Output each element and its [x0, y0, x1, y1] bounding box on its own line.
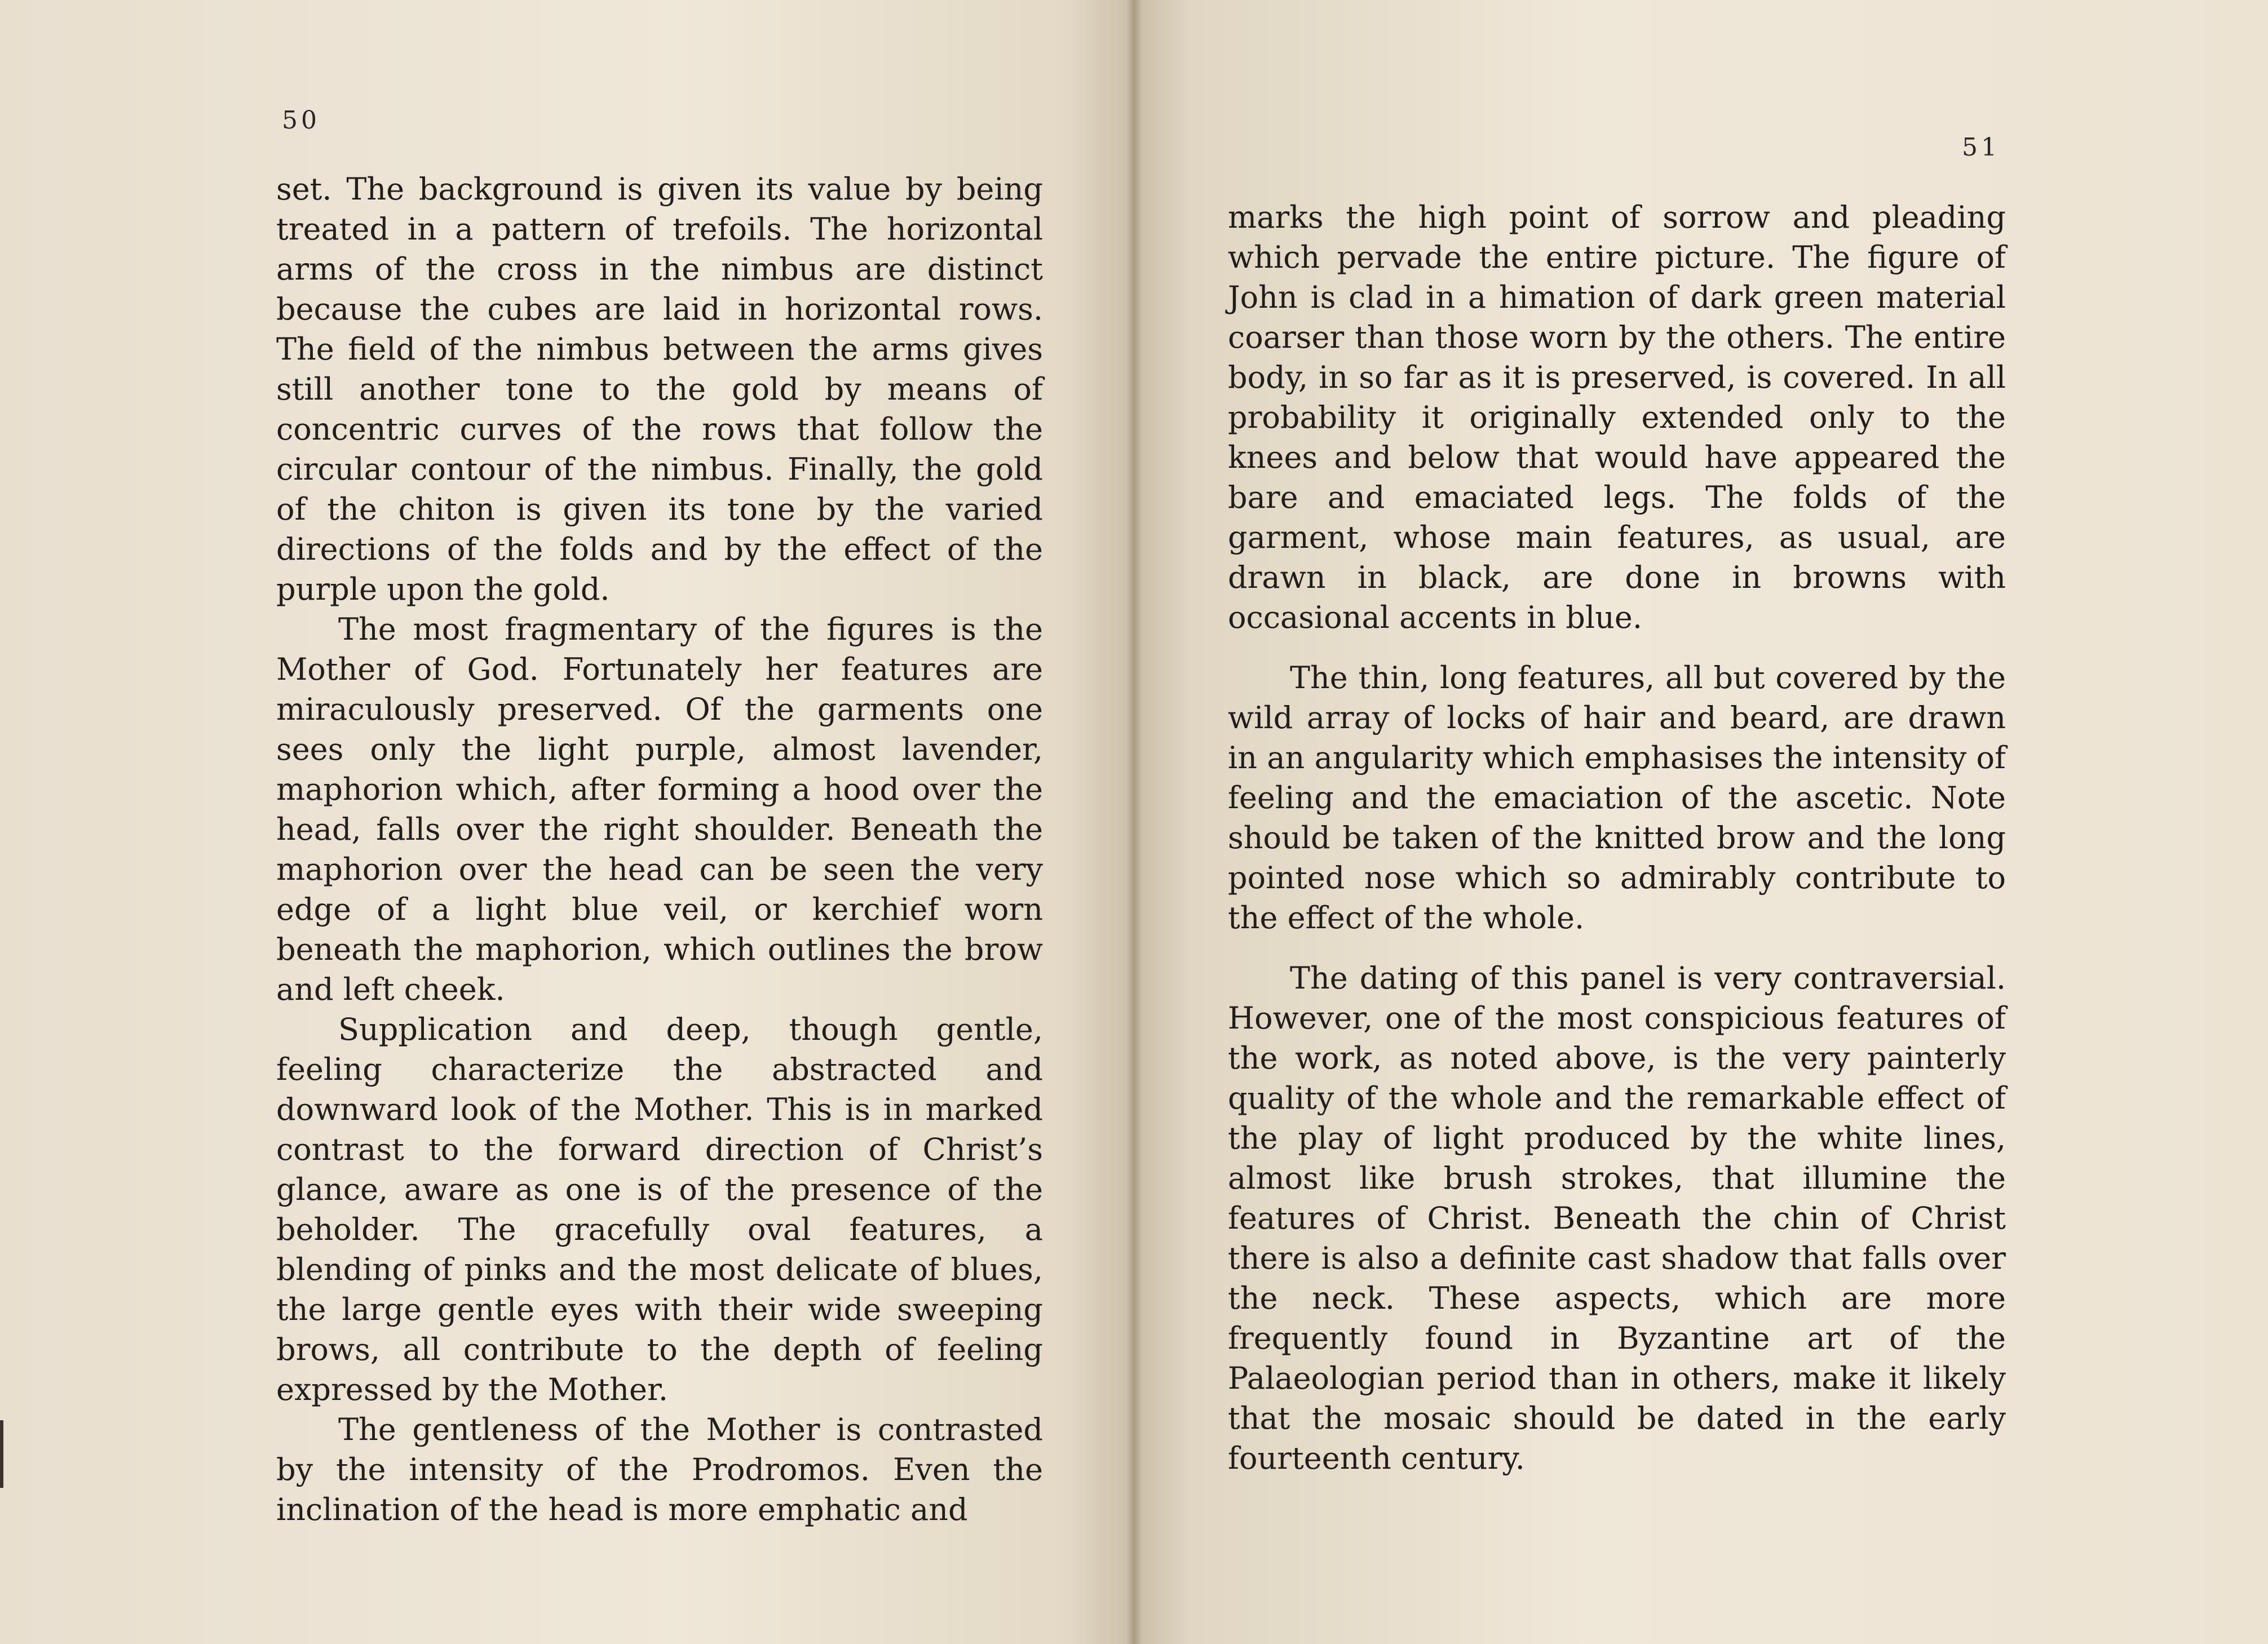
- paragraph: set. The background is given its value by being treated in a pattern of trefoils. The horizontal arms of the cross in the nimbus are distinct because the cubes are laid in horizontal rows. The field of the nimbus between the arms gives still another tone to the gold by means of concentric curves of the rows that follow the circular contour of the nimbus. Finally, the gold of the chiton is given its tone by the varied directions of the folds and by the effect of the purple upon the gold.: [276, 171, 1043, 607]
- right-page-body: [1228, 197, 2006, 1478]
- paragraph: The dating of this panel is very contraversial. However, one of the most conspicious features of the work, as noted above, is the very painterly quality of the whole and the remarkable effect of the play of light produced by the white lines, almost like brush strokes, that illumine the features of Christ. Beneath the chin of Christ there is also a definite cast shadow that falls over the neck. These aspects, which are more frequently found in Byzantine art of the Palaeologian period than in others, make it likely that the mosaic should be dated in the early fourteenth century.: [1228, 960, 2006, 1476]
- page-edge-mark: [0, 1420, 3, 1488]
- page-number-right: 51: [1962, 133, 2000, 162]
- page-number-left: 50: [282, 106, 320, 135]
- book-gutter: [1126, 0, 1142, 1644]
- paragraph: Supplication and deep, though gentle, feeling characterize the abstracted and downward look of the Mother. This is in marked contrast to the forward direction of Christ’s glance, aware as one is of the presence of the beholder. The gracefully oval features, a blending of pinks and the most delicate of blues, the large gentle eyes with their wide sweeping brows, all contribute to the depth of feeling expressed by the Mother.: [276, 1012, 1043, 1407]
- paragraph: The most fragmentary of the figures is the Mother of God. Fortunately her features are miraculously preserved. Of the garments one sees only the light purple, almost lavender, maphorion which, after forming a hood over the head, falls over the right shoulder. Beneath the maphorion over the head can be seen the very edge of a light blue veil, or kerchief worn beneath the maphorion, which outlines the brow and left cheek.: [276, 611, 1043, 1007]
- left-page-body: [276, 169, 1043, 1530]
- paragraph: The thin, long features, all but covered by the wild array of locks of hair and beard, are drawn in an angularity which emphasises the intensity of feeling and the emaciation of the ascetic. Note should be taken of the knitted brow and the long pointed nose which so admirably contribute to the effect of the whole.: [1228, 660, 2006, 936]
- paragraph: marks the high point of sorrow and pleading which pervade the entire picture. The figure of John is clad in a himation of dark green material coarser than those worn by the others. The entire body, in so far as it is preserved, is covered. In all probability it originally extended only to the knees and below that would have appeared the bare and emaciated legs. The folds of the garment, whose main features, as usual, are drawn in black, are done in browns with occasional accents in blue.: [1228, 200, 2006, 635]
- right-page: [1133, 0, 2268, 1644]
- left-page: [0, 0, 1133, 1644]
- paragraph: The gentleness of the Mother is contrasted by the intensity of the Prodromos. Even the inclination of the head is more emphatic and: [276, 1412, 1043, 1527]
